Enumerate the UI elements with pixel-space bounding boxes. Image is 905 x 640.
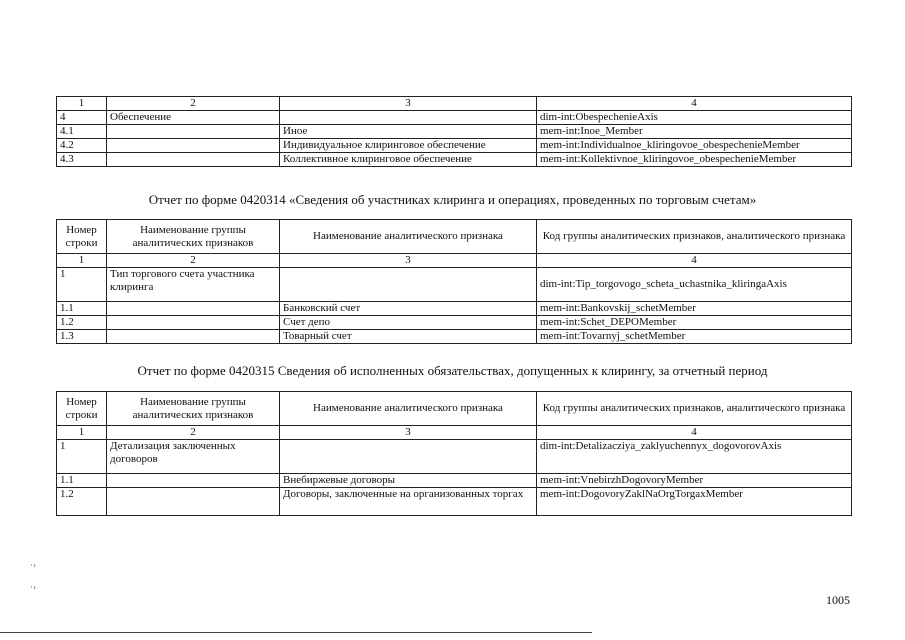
- feature-code: mem-int:Inoe_Member: [537, 125, 852, 139]
- feature-name: Коллективное клиринговое обеспечение: [280, 153, 537, 167]
- section-title-0420315: Отчет по форме 0420315 Сведения об исполненных обязательствах, допущенных к клирингу, за отчетный период: [137, 363, 768, 378]
- table-0420315: [56, 391, 852, 516]
- feature-name: Внебиржевые договоры: [280, 474, 537, 488]
- table-row: [57, 488, 852, 516]
- row-number: 4.3: [57, 153, 107, 167]
- feature-name: Индивидуальное клиринговое обеспечение: [280, 139, 537, 153]
- col-number: 1: [57, 254, 107, 268]
- row-number: 1.2: [57, 488, 107, 516]
- feature-code: mem-int:Schet_DEPOMember: [537, 316, 852, 330]
- table-0420314: [56, 219, 852, 344]
- table-row: [57, 426, 852, 440]
- table-row: [57, 440, 852, 474]
- feature-code: mem-int:Bankovskij_schetMember: [537, 302, 852, 316]
- row-number: 1: [57, 440, 107, 474]
- table-row: [57, 268, 852, 302]
- table-row: [57, 111, 852, 125]
- section-title-0420314: Отчет по форме 0420314 «Сведения об участниках клиринга и операциях, проведенных по торговым счетам»: [148, 192, 757, 207]
- column-header: Код группы аналитических признаков, аналитического признака: [537, 392, 852, 426]
- col-number: 2: [107, 254, 280, 268]
- col-number: 4: [537, 426, 852, 440]
- group-name: [107, 488, 280, 516]
- group-name: [107, 474, 280, 488]
- column-header: Номер строки: [57, 392, 107, 426]
- group-name: [107, 316, 280, 330]
- feature-name: Товарный счет: [280, 330, 537, 344]
- group-name: [107, 125, 280, 139]
- column-header: Наименование аналитического признака: [280, 392, 537, 426]
- feature-name: Банковский счет: [280, 302, 537, 316]
- feature-name: Иное: [280, 125, 537, 139]
- feature-code: mem-int:VnebirzhDogovoryMember: [537, 474, 852, 488]
- feature-code: mem-int:Kollektivnoe_kliringovoe_obespechenieMember: [537, 153, 852, 167]
- page-number: 1005: [826, 593, 850, 607]
- feature-code: dim-int:ObespechenieAxis: [537, 111, 852, 125]
- row-number: 4.2: [57, 139, 107, 153]
- col-number: 3: [280, 97, 537, 111]
- feature-name: Договоры, заключенные на организованных торгах: [280, 488, 537, 516]
- column-header: Номер строки: [57, 220, 107, 254]
- table-header-row: [57, 392, 852, 426]
- table-row: [57, 125, 852, 139]
- table-row: [57, 153, 852, 167]
- col-number: 1: [57, 97, 107, 111]
- feature-code: mem-int:DogovoryZaklNaOrgTorgaxMember: [537, 488, 852, 516]
- scan-artifact: ·›: [30, 560, 36, 570]
- feature-code: mem-int:Tovarnyj_schetMember: [537, 330, 852, 344]
- row-number: 1.2: [57, 316, 107, 330]
- group-name: [107, 330, 280, 344]
- column-header: Наименование группы аналитических признаков: [107, 392, 280, 426]
- feature-code: dim-int:Tip_torgovogo_scheta_uchastnika_kliringaAxis: [537, 268, 852, 302]
- feature-name: [280, 268, 537, 302]
- table-row: [57, 254, 852, 268]
- group-name: [107, 153, 280, 167]
- feature-name: [280, 440, 537, 474]
- feature-code: dim-int:Detalizacziya_zaklyuchennyx_dogovorovAxis: [537, 440, 852, 474]
- row-number: 1: [57, 268, 107, 302]
- col-number: 3: [280, 426, 537, 440]
- row-number: 4.1: [57, 125, 107, 139]
- scan-artifact: ·›: [30, 582, 36, 592]
- col-number: 4: [537, 254, 852, 268]
- table-row: [57, 139, 852, 153]
- row-number: 1.3: [57, 330, 107, 344]
- table-row: [57, 302, 852, 316]
- group-name: Тип торгового счета участника клиринга: [107, 268, 280, 302]
- group-name: Детализация заключенных договоров: [107, 440, 280, 474]
- col-number: 2: [107, 97, 280, 111]
- bottom-rule: [0, 632, 592, 633]
- feature-code: mem-int:Individualnoe_kliringovoe_obespechenieMember: [537, 139, 852, 153]
- column-header: Наименование аналитического признака: [280, 220, 537, 254]
- feature-name: [280, 111, 537, 125]
- table-top: [56, 96, 852, 167]
- col-number: 4: [537, 97, 852, 111]
- row-number: 4: [57, 111, 107, 125]
- group-name: [107, 302, 280, 316]
- table-row: [57, 316, 852, 330]
- col-number: 3: [280, 254, 537, 268]
- table-row: [57, 474, 852, 488]
- col-number: 1: [57, 426, 107, 440]
- table-row: [57, 330, 852, 344]
- table-row: [57, 97, 852, 111]
- group-name: [107, 139, 280, 153]
- group-name: Обеспечение: [107, 111, 280, 125]
- col-number: 2: [107, 426, 280, 440]
- row-number: 1.1: [57, 302, 107, 316]
- table-header-row: [57, 220, 852, 254]
- column-header: Наименование группы аналитических признаков: [107, 220, 280, 254]
- feature-name: Счет депо: [280, 316, 537, 330]
- column-header: Код группы аналитических признаков, аналитического признака: [537, 220, 852, 254]
- row-number: 1.1: [57, 474, 107, 488]
